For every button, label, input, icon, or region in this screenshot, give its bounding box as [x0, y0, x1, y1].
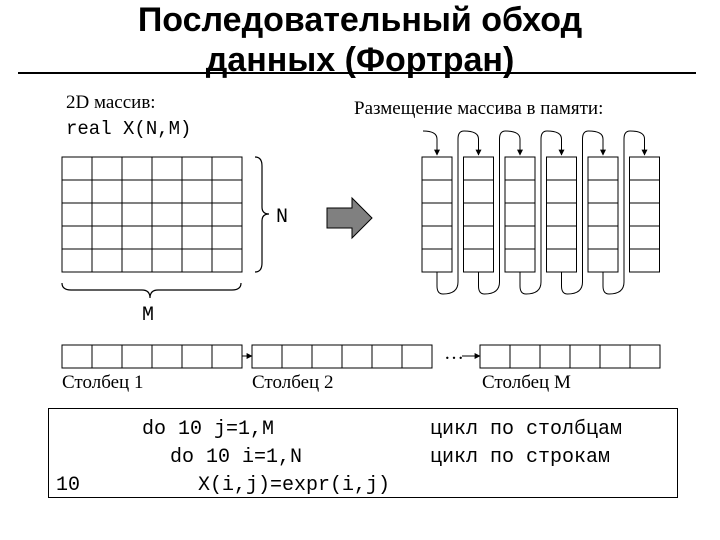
memory-cell [505, 157, 535, 180]
code-label: 10 [56, 474, 81, 497]
grid-cell [152, 203, 182, 226]
strip-cell [342, 345, 372, 368]
memory-cell [422, 249, 452, 272]
memory-cell [464, 157, 494, 180]
memory-cell [547, 249, 577, 272]
strip-cell [92, 345, 122, 368]
strip-cell [480, 345, 510, 368]
strip-cell [570, 345, 600, 368]
grid-cell [182, 249, 212, 272]
code-line-3: X(i,j)=expr(i,j) [198, 474, 391, 497]
memory-cell [547, 203, 577, 226]
strip-cell [252, 345, 282, 368]
grid-cell [92, 203, 122, 226]
grid-cell [212, 157, 242, 180]
grid-cell [62, 157, 92, 180]
array-caption: 2D массив: [66, 92, 156, 113]
memory-cell [422, 180, 452, 203]
title-line-2: данных (Фортран) [205, 41, 515, 79]
memory-cell [505, 180, 535, 203]
memory-cell [630, 203, 660, 226]
strip-cell [282, 345, 312, 368]
memory-cell [630, 157, 660, 180]
grid-cell [122, 157, 152, 180]
transform-arrow [327, 198, 372, 238]
memory-cell [505, 226, 535, 249]
memory-caption: Размещение массива в памяти: [354, 98, 604, 119]
grid-cell [182, 226, 212, 249]
array-declaration: real X(N,M) [66, 118, 192, 140]
memory-cell [464, 203, 494, 226]
strip-cell [402, 345, 432, 368]
strip-cell [182, 345, 212, 368]
strip-ellipsis: … [444, 342, 464, 364]
array-grid [62, 157, 242, 272]
grid-cell [92, 226, 122, 249]
memory-flow-arrow [562, 131, 604, 294]
rows-brace [255, 157, 269, 272]
cols-label: M [142, 304, 155, 327]
memory-flow-arrow [479, 131, 521, 294]
grid-cell [122, 203, 152, 226]
grid-cell [62, 203, 92, 226]
strip-cell [510, 345, 540, 368]
grid-cell [182, 203, 212, 226]
grid-cell [152, 157, 182, 180]
rows-label: N [276, 206, 289, 229]
memory-cell [505, 203, 535, 226]
memory-cell [505, 249, 535, 272]
memory-cell [464, 249, 494, 272]
strip-cell [122, 345, 152, 368]
grid-cell [122, 226, 152, 249]
memory-cell [630, 180, 660, 203]
memory-cell [588, 203, 618, 226]
memory-flow-arrow [520, 131, 562, 294]
memory-cell [547, 180, 577, 203]
memory-cell [588, 180, 618, 203]
strip-cell [212, 345, 242, 368]
memory-cell [547, 226, 577, 249]
grid-cell [92, 157, 122, 180]
strip-cell [630, 345, 660, 368]
grid-cell [152, 249, 182, 272]
memory-cell [588, 249, 618, 272]
strip-label-2: Столбец 2 [252, 372, 334, 393]
strip-cell [540, 345, 570, 368]
grid-cell [92, 180, 122, 203]
strip-cell [372, 345, 402, 368]
grid-cell [212, 203, 242, 226]
grid-cell [212, 180, 242, 203]
grid-cell [62, 249, 92, 272]
memory-cell [630, 226, 660, 249]
strip-label-1: Столбец 1 [62, 372, 144, 393]
memory-cell [422, 157, 452, 180]
memory-flow-arrow [437, 131, 479, 294]
grid-cell [92, 249, 122, 272]
code-line-2: do 10 i=1,N [170, 446, 303, 469]
memory-cell [630, 249, 660, 272]
memory-cell [422, 203, 452, 226]
memory-cell [464, 180, 494, 203]
code-comment-1: цикл по столбцам [430, 418, 623, 441]
grid-cell [122, 249, 152, 272]
strip-cell [152, 345, 182, 368]
memory-columns [422, 131, 660, 294]
title-line-1: Последовательный обход [137, 1, 583, 39]
code-comment-2: цикл по строкам [430, 446, 611, 469]
grid-cell [62, 180, 92, 203]
grid-cell [62, 226, 92, 249]
strip-cell [62, 345, 92, 368]
grid-cell [212, 226, 242, 249]
memory-cell [464, 226, 494, 249]
grid-cell [212, 249, 242, 272]
memory-entry-arrow [423, 131, 437, 155]
grid-cell [182, 180, 212, 203]
cols-brace [62, 283, 241, 298]
memory-flow-arrow [603, 131, 645, 294]
memory-cell [547, 157, 577, 180]
memory-cell [422, 226, 452, 249]
memory-cell [588, 157, 618, 180]
memory-cell [588, 226, 618, 249]
grid-cell [182, 157, 212, 180]
code-line-1: do 10 j=1,M [142, 418, 275, 441]
strip-cell [312, 345, 342, 368]
grid-cell [152, 226, 182, 249]
memory-strip [62, 345, 660, 368]
grid-cell [122, 180, 152, 203]
strip-cell [600, 345, 630, 368]
grid-cell [152, 180, 182, 203]
strip-label-m: Столбец M [482, 372, 571, 393]
